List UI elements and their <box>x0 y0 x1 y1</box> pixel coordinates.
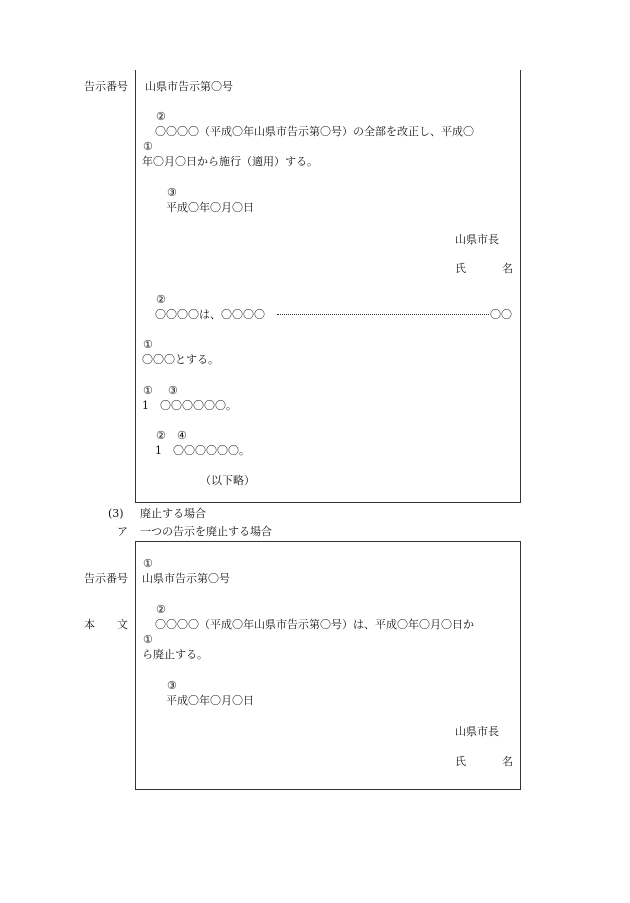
leader-dots <box>277 314 489 315</box>
notice-number: 山県市告示第〇号 <box>145 80 233 93</box>
notice-number: 山県市告示第〇号 <box>142 572 230 585</box>
item-line: 1 〇〇〇〇〇〇。 <box>155 444 250 457</box>
marker-3: ③ <box>167 679 177 692</box>
mayor-title: 山県市長 <box>455 725 499 738</box>
marker-1: ① <box>143 633 153 646</box>
sub-line-1-start: 〇〇〇〇は、〇〇〇〇 <box>155 308 265 321</box>
date-line: 平成〇年〇月〇日 <box>166 694 254 707</box>
date-line: 平成〇年〇月〇日 <box>166 201 254 214</box>
item-line: 1 〇〇〇〇〇〇。 <box>142 399 237 412</box>
name-char-2: 名 <box>502 755 513 768</box>
subsection-marker: ア <box>117 525 128 538</box>
marker-2: ② <box>156 110 166 123</box>
label-body: 本 文 <box>84 618 128 631</box>
marker-1: ① <box>143 384 153 397</box>
name-char-1: 氏 <box>455 755 466 768</box>
label-notice-number: 告示番号 <box>84 572 128 585</box>
marker-2: ② <box>156 429 166 442</box>
body-line-2: ら廃止する。 <box>142 648 208 661</box>
body-line-2: 年〇月〇日から施行（適用）する。 <box>142 155 318 168</box>
sub-line-2: 〇〇〇とする。 <box>142 353 219 366</box>
name-char-1: 氏 <box>455 262 466 275</box>
marker-3: ③ <box>168 384 178 397</box>
marker-3: ③ <box>167 186 177 199</box>
section-heading: 廃止する場合 <box>140 507 206 520</box>
name-char-2: 名 <box>502 262 513 275</box>
marker-2: ② <box>156 603 166 616</box>
marker-4: ④ <box>177 429 187 442</box>
sub-line-1-end: 〇〇 <box>490 308 512 321</box>
body-line-1: 〇〇〇〇（平成〇年山県市告示第〇号）は、平成〇年〇月〇日か <box>155 618 474 631</box>
body-line-1: 〇〇〇〇（平成〇年山県市告示第〇号）の全部を改正し、平成〇 <box>155 125 474 138</box>
mayor-title: 山県市長 <box>455 233 499 246</box>
marker-1: ① <box>143 338 153 351</box>
omitted-note: （以下略） <box>200 474 255 487</box>
section-number: (3) <box>108 507 124 520</box>
subsection-heading: 一つの告示を廃止する場合 <box>140 525 272 538</box>
marker-1: ① <box>143 557 153 570</box>
marker-2: ② <box>156 293 166 306</box>
label-notice-number: 告示番号 <box>84 80 128 93</box>
marker-1: ① <box>143 140 153 153</box>
